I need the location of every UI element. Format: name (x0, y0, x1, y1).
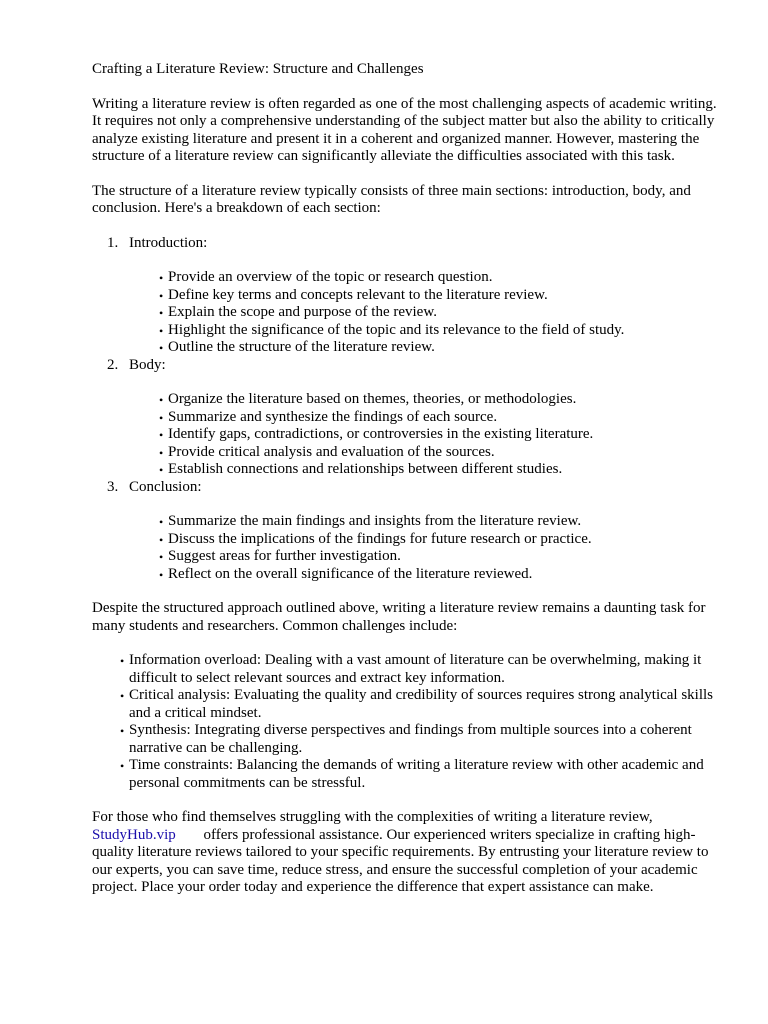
list-item: • Information overload: Dealing with a vast amount of literature can be overwhelming, making it difficult to select relevant sources and extract key information. (120, 652, 702, 686)
challenges-list (92, 652, 728, 792)
section-label: Introduction: (129, 234, 208, 251)
section-body (92, 357, 728, 479)
list-item: • Discuss the implications of the findings for future research or practice. (162, 531, 728, 549)
bullet-icon: • (159, 428, 164, 442)
list-item: • Critical analysis: Evaluating the quality and credibility of sources requires strong analytical skills and a critical mindset. (120, 687, 714, 721)
studyhub-link[interactable]: StudyHub.vip (92, 826, 176, 843)
closing-text-before-link: For those who find themselves struggling with the complexities of writing a literature review, (92, 809, 653, 825)
list-item: • Establish connections and relationships between different studies. (162, 461, 728, 479)
section-items (129, 391, 728, 479)
sections-list (92, 235, 728, 584)
bullet-icon: • (120, 759, 125, 773)
section-introduction (92, 235, 728, 357)
section-label: Body: (129, 356, 166, 373)
list-item: • Provide an overview of the topic or research question. (162, 269, 728, 287)
list-item: • Suggest areas for further investigation. (162, 548, 728, 566)
list-item: • Outline the structure of the literature review. (162, 339, 728, 357)
list-item: • Summarize and synthesize the findings of each source. (162, 409, 728, 427)
bullet-icon: • (159, 306, 164, 320)
challenges-intro-paragraph: Despite the structured approach outlined above, writing a literature review remains a daunting task for many students and researchers. Common challenges include: (92, 600, 706, 634)
list-item: • Organize the literature based on themes, theories, or methodologies. (162, 391, 728, 409)
closing-text-after-link: offers professional assistance. Our experienced writers specialize in crafting high-quality literature reviews tailored to your specific requirements. By entrusting your literature review to our experts, you can save time, reduce stress, and ensure the successful completion of your academic project. Place your order today and experience the difference that expert assistance can make. (92, 826, 709, 895)
section-items (129, 269, 728, 357)
bullet-icon: • (159, 288, 164, 303)
structure-intro-paragraph: The structure of a literature review typically consists of three main sections: introduction, body, and conclusion. Here's a breakdown of each section: (92, 182, 691, 216)
list-item: • Time constraints: Balancing the demands of writing a literature review with other academic and personal commitments can be stressful. (120, 757, 704, 791)
section-number: 3. (107, 478, 119, 495)
bullet-icon: • (120, 654, 125, 668)
bullet-icon: • (159, 532, 164, 547)
bullet-icon: • (159, 463, 164, 477)
bullet-icon: • (159, 550, 164, 564)
section-number: 1. (107, 234, 119, 251)
document-title: Crafting a Literature Review: Structure and Challenges (92, 61, 424, 77)
section-conclusion (92, 479, 728, 584)
section-items (129, 513, 728, 583)
intro-paragraph: Writing a literature review is often regarded as one of the most challenging aspects of academic writing. It requires not only a comprehensive understanding of the subject matter but also the ability to critically analyze existing literature and present it in a coherent and organized manner. However, mastering the structure of a literature review can significantly alleviate the difficulties associated with this task. (92, 95, 717, 164)
bullet-icon: • (159, 271, 164, 285)
bullet-icon: • (159, 323, 164, 338)
list-item: • Provide critical analysis and evaluation of the sources. (162, 444, 728, 462)
list-item: • Explain the scope and purpose of the review. (162, 304, 728, 322)
section-label: Conclusion: (129, 478, 202, 495)
closing-paragraph (92, 809, 728, 897)
list-item: • Identify gaps, contradictions, or controversies in the existing literature. (162, 426, 728, 444)
list-item: • Reflect on the overall significance of the literature reviewed. (162, 566, 728, 584)
bullet-icon: • (120, 689, 125, 703)
bullet-icon: • (159, 567, 164, 582)
list-item: • Synthesis: Integrating diverse perspectives and findings from multiple sources into a coherent narrative can be challenging. (120, 722, 692, 756)
bullet-icon: • (159, 445, 164, 460)
bullet-icon: • (159, 410, 164, 425)
list-item: • Define key terms and concepts relevant to the literature review. (162, 287, 728, 305)
bullet-icon: • (159, 341, 164, 355)
bullet-icon: • (120, 724, 125, 738)
list-item: • Summarize the main findings and insights from the literature review. (162, 513, 728, 531)
bullet-icon: • (159, 393, 164, 407)
section-number: 2. (107, 356, 119, 373)
list-item: • Highlight the significance of the topic and its relevance to the field of study. (162, 322, 728, 340)
bullet-icon: • (159, 515, 164, 529)
